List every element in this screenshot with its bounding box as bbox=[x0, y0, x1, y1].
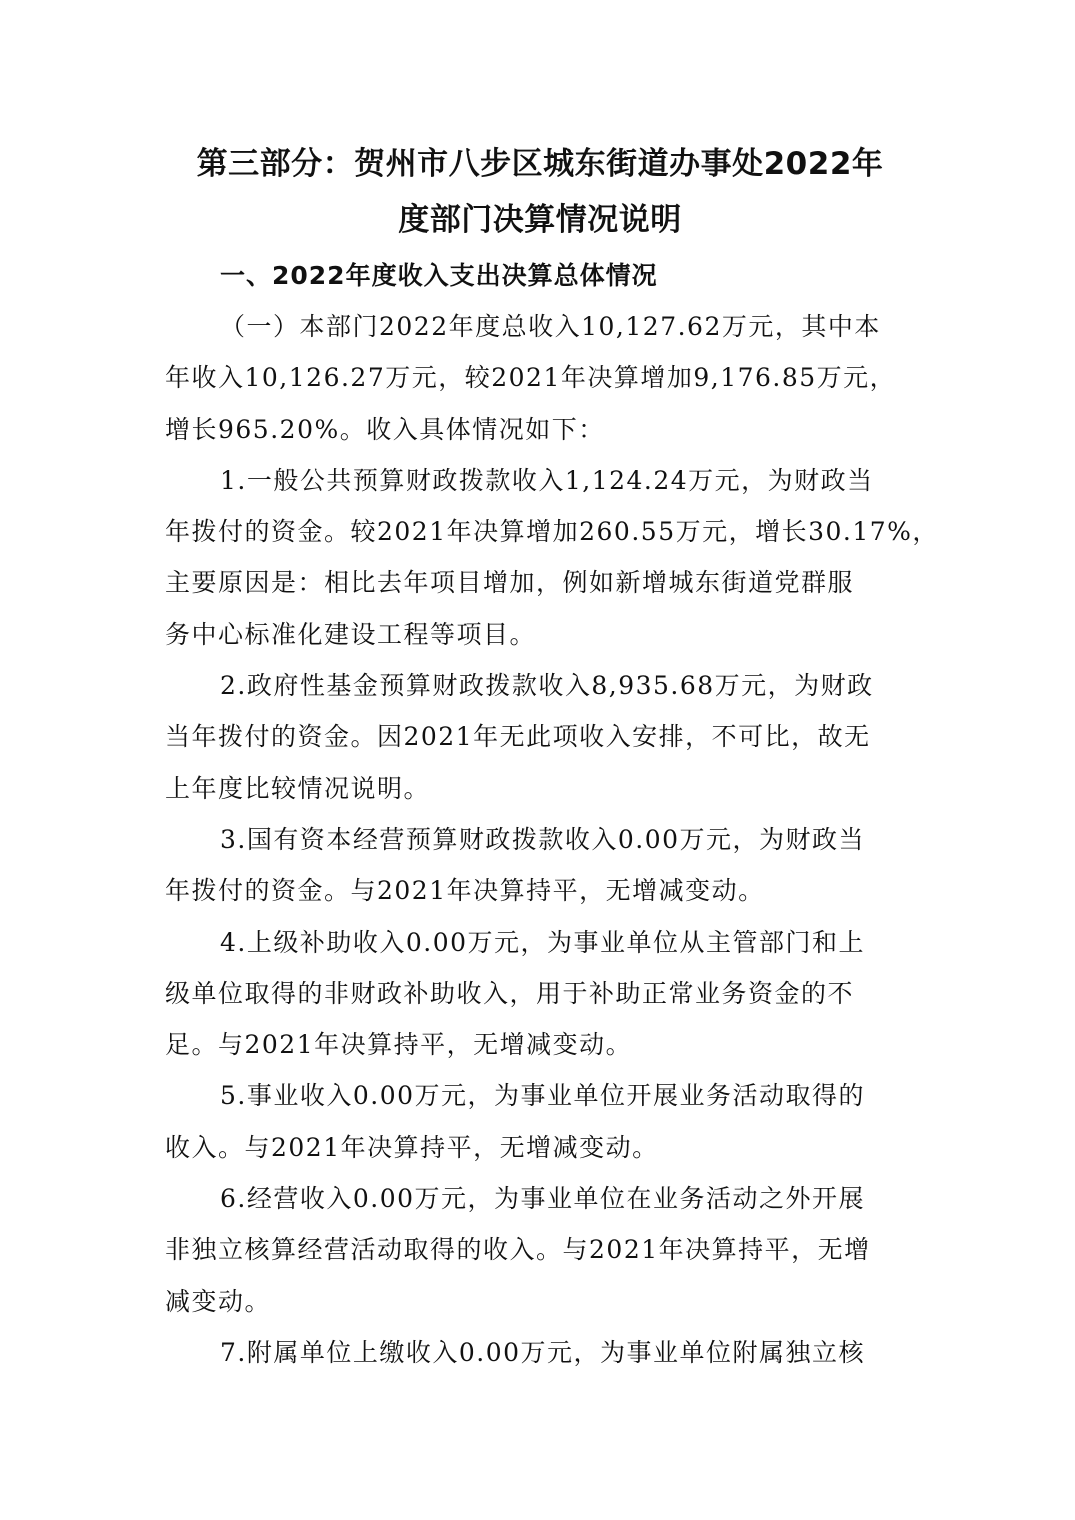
paragraph-line: 1.一般公共预算财政拨款收入1,124.24万元，为财政当 bbox=[220, 465, 874, 495]
paragraph-line: 非独立核算经营活动取得的收入。与2021年决算持平，无增 bbox=[165, 1235, 871, 1265]
paragraph-line: （一）本部门2022年度总收入10,127.62万元，其中本 bbox=[220, 312, 881, 341]
paragraph-line: 收入。与2021年决算持平，无增减变动。 bbox=[165, 1132, 659, 1162]
paragraph-item-6 bbox=[165, 1173, 917, 1327]
title-line-1: 第三部分：贺州市八步区城东街道办事处2022年 bbox=[196, 146, 884, 182]
paragraph-line: 5.事业收入0.00万元，为事业单位开展业务活动取得的 bbox=[220, 1081, 866, 1111]
paragraph-item-7 bbox=[165, 1327, 917, 1378]
paragraph-line: 年拨付的资金。与2021年决算持平，无增减变动。 bbox=[165, 876, 765, 906]
paragraph-item-2 bbox=[165, 660, 917, 814]
paragraph-line: 当年拨付的资金。因2021年无此项收入安排，不可比，故无 bbox=[165, 722, 871, 752]
title-line-2: 度部门决算情况说明 bbox=[398, 202, 682, 238]
paragraph-line: 主要原因是：相比去年项目增加，例如新增城东街道党群服 bbox=[165, 568, 855, 598]
paragraph-line: 务中心标准化建设工程等项目。 bbox=[165, 619, 537, 649]
paragraph-line: 年收入10,126.27万元，较2021年决算增加9,176.85万元， bbox=[165, 363, 897, 393]
paragraph-item-1 bbox=[165, 455, 939, 660]
paragraph-line: 2.政府性基金预算财政拨款收入8,935.68万元，为财政 bbox=[220, 671, 874, 701]
paragraph-line: 增长965.20%。收入具体情况如下： bbox=[165, 414, 605, 444]
paragraph-line: 上年度比较情况说明。 bbox=[165, 773, 431, 803]
body-text bbox=[165, 301, 939, 1378]
paragraph-item-4 bbox=[165, 917, 917, 1071]
paragraph-line: 6.经营收入0.00万元，为事业单位在业务活动之外开展 bbox=[220, 1184, 866, 1214]
paragraph-line: 级单位取得的非财政补助收入，用于补助正常业务资金的不 bbox=[165, 978, 855, 1008]
paragraph-line: 3.国有资本经营预算财政拨款收入0.00万元，为财政当 bbox=[220, 824, 866, 854]
paragraph-item-5 bbox=[165, 1070, 917, 1173]
paragraph-line: 7.附属单位上缴收入0.00万元，为事业单位附属独立核 bbox=[220, 1337, 866, 1367]
paragraph-item-3 bbox=[165, 814, 917, 917]
paragraph-line: 足。与2021年决算持平，无增减变动。 bbox=[165, 1030, 633, 1060]
paragraph-line: 减变动。 bbox=[165, 1286, 272, 1316]
paragraph-line: 年拨付的资金。较2021年决算增加260.55万元，增长30.17%， bbox=[165, 517, 939, 547]
page-title bbox=[165, 136, 915, 248]
paragraph-summary bbox=[165, 301, 917, 455]
paragraph-line: 4.上级补助收入0.00万元，为事业单位从主管部门和上 bbox=[220, 927, 866, 957]
section-heading-1: 一、2022年度收入支出决算总体情况 bbox=[220, 261, 658, 290]
